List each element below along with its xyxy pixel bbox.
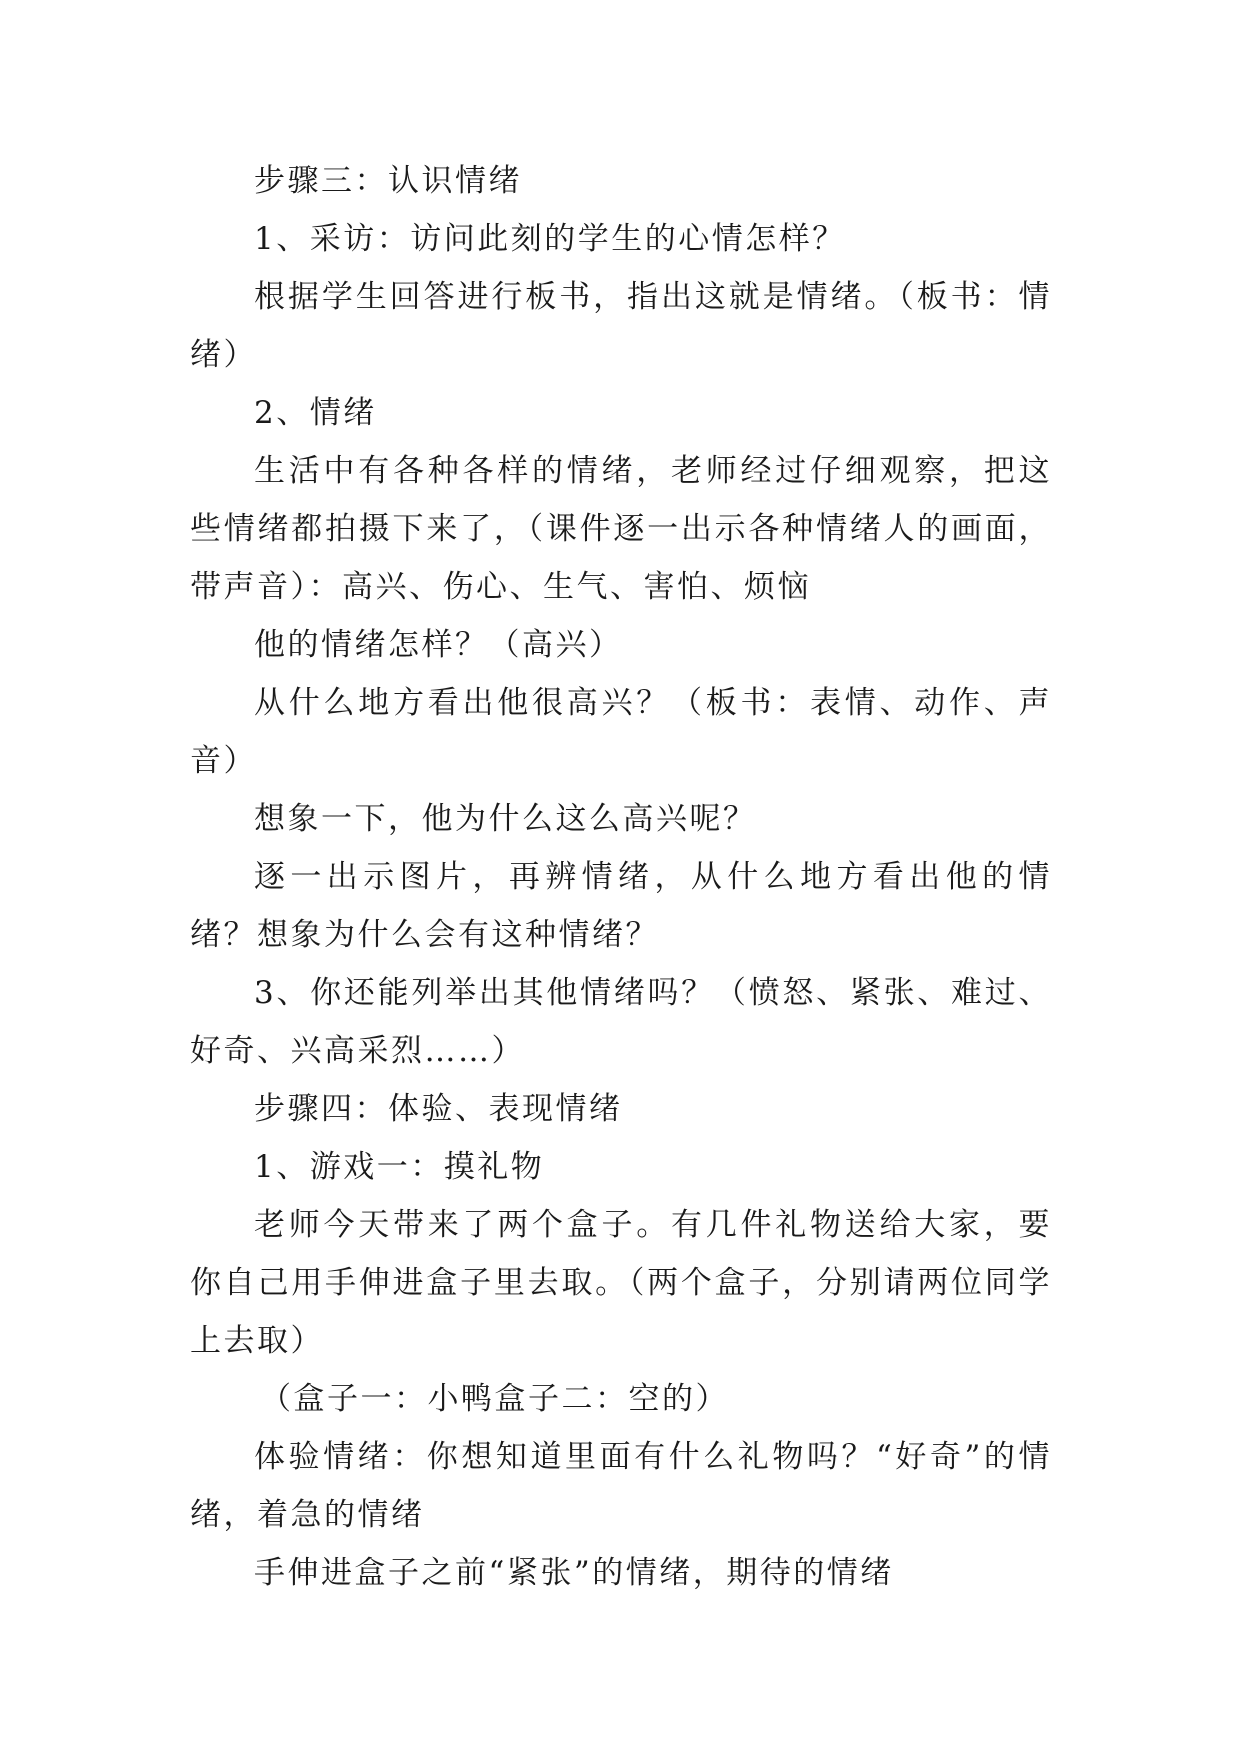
paragraph-board-note: 根据学生回答进行板书，指出这就是情绪。（板书：情绪） <box>190 279 1052 373</box>
paragraph-gift-boxes: 老师今天带来了两个盒子。有几件礼物送给大家，要你自己用手伸进盒子里去取。（两个盒子，分别请两位同学上去取） <box>190 1207 1052 1359</box>
paragraph-question-mood: 他的情绪怎样？（高兴） <box>254 627 623 663</box>
paragraph-box-contents: （盒子一：小鸭盒子二：空的） <box>260 1381 729 1417</box>
paragraph-nervous-emotion: 手伸进盒子之前“紧张”的情绪，期待的情绪 <box>254 1555 894 1591</box>
document-body <box>190 152 1052 1602</box>
paragraph-emotion-types: 生活中有各种各样的情绪，老师经过仔细观察，把这些情绪都拍摄下来了，（课件逐一出示各种情绪人的画面，带声音）：高兴、伤心、生气、害怕、烦恼 <box>190 453 1052 605</box>
paragraph-imagine: 想象一下，他为什么这么高兴呢？ <box>254 801 757 837</box>
paragraph-show-pictures: 逐一出示图片，再辨情绪，从什么地方看出他的情绪？想象为什么会有这种情绪？ <box>190 859 1052 953</box>
paragraph-experience-emotion: 体验情绪：你想知道里面有什么礼物吗？“好奇”的情绪，着急的情绪 <box>190 1439 1052 1533</box>
list-item-game-one: 1、游戏一：摸礼物 <box>254 1149 545 1185</box>
paragraph-question-evidence: 从什么地方看出他很高兴？（板书：表情、动作、声音） <box>190 685 1052 779</box>
heading-step-four: 步骤四：体验、表现情绪 <box>254 1091 623 1127</box>
list-item-other-emotions: 3、你还能列举出其他情绪吗？（愤怒、紧张、难过、好奇、兴高采烈……） <box>190 975 1052 1069</box>
heading-step-three: 步骤三：认识情绪 <box>254 163 522 199</box>
list-item-emotions: 2、情绪 <box>254 395 377 431</box>
list-item-interview: 1、采访：访问此刻的学生的心情怎样？ <box>254 221 846 257</box>
